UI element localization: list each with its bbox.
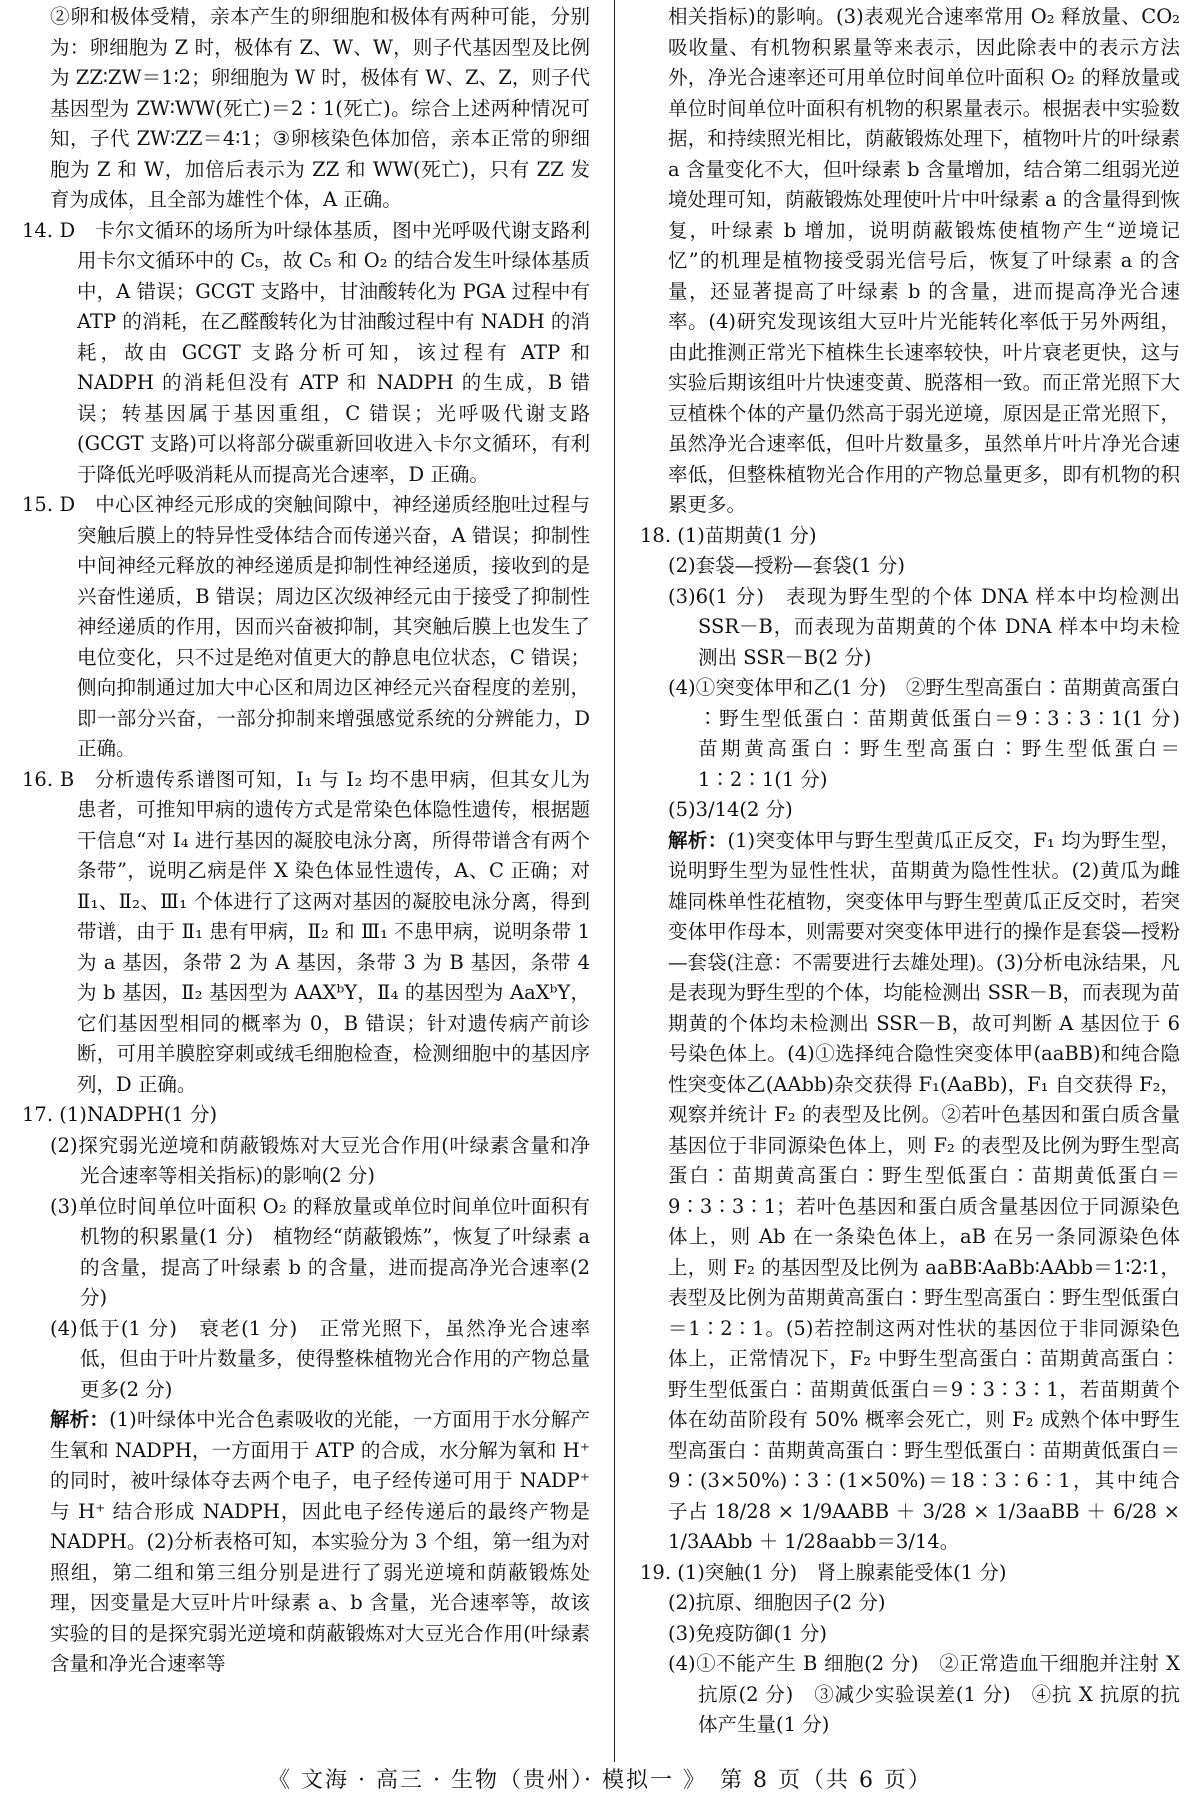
answer-17-1: 17. (1)NADPH(1 分) <box>22 1103 218 1126</box>
answer-18-5: (5)3/14(2 分) <box>668 798 793 821</box>
answer-19-1: 19. (1)突触(1 分) 肾上腺素能受体(1 分) <box>640 1560 1007 1584</box>
analysis-17 <box>22 1405 590 1680</box>
right-column <box>640 2 1200 1741</box>
answer-16: 16. B 分析遗传系谱图可知，Ⅰ₁ 与 Ⅰ₂ 均不患甲病，但其女儿为患者，可推知甲病的遗传方式是常染色体隐性遗传，根据题干信息“对 Ⅰ₄ 进行基因的凝胶电泳分离，所得带谱含有两个条带”，说明乙病是伴 X 染色体显性遗传，A、C 正确；对 Ⅱ₁、Ⅱ₂、Ⅲ₁ 个体进行了这两对基因的凝胶电泳分离，得到带谱，由于 Ⅱ₁ 患有甲病，Ⅱ₂ 和 Ⅲ₁ 不患甲病，说明条带 1 为 a 基因，条带 2 为 A 基因，条带 3 为 B 基因，条带 4 为 b 基因，Ⅱ₂ 基因型为 AAXᵇY，Ⅱ₄ 的基因型为 AaXᵇY，它们基因型相同的概率为 0，B 错误；针对遗传病产前诊断，可用羊膜腔穿刺或绒毛细胞检查，检测细胞中的基因序列，D 正确。 <box>22 767 590 1096</box>
left-column <box>22 2 590 1680</box>
answer-19-3: (3)免疫防御(1 分) <box>668 1621 827 1645</box>
analysis-text: (1)突变体甲与野生型黄瓜正反交，F₁ 均为野生型，说明野生型为显性性状，苗期黄为隐性性状。(2)黄瓜为雌雄同株单性花植物，突变体甲与野生型黄瓜正反交时，若突变体甲作母本，则需要对突变体甲进行的操作是套袋—授粉—套袋(注意：不需要进行去雄处理)。(3)分析电泳结果，凡是表现为野生型的个体，均能检测出 SSR－B，而表现为苗期黄的个体均未检测出 SSR－B，故可判断 A 基因位于 6 号染色体上。(4)①选择纯合隐性突变体甲(aaBB)和纯合隐性突变体乙(AAbb)杂交获得 F₁(AaBb)，F₁ 自交获得 F₂，观察并统计 F₂ 的表型及比例。②若叶色基因和蛋白质含量基因位于非同源染色体上，则 F₂ 的表型及比例为野生型高蛋白∶苗期黄高蛋白∶野生型低蛋白∶苗期黄低蛋白＝9∶3∶3∶1；若叶色基因和蛋白质含量基因位于同源染色体上，则 Ab 在一条染色体上，aB 在另一条同源染色体上，则 F₂ 的基因型及比例为 aaBB∶AaBb∶AAbb＝1∶2∶1，表型及比例为苗期黄高蛋白∶野生型高蛋白∶野生型低蛋白＝1∶2∶1。(5)若控制这两对性状的基因位于非同源染色体上，正常情况下，F₂ 中野生型高蛋白∶苗期黄高蛋白∶野生型低蛋白∶苗期黄低蛋白＝9∶3∶3∶1，若苗期黄个体在幼苗阶段有 50% 概率会死亡，则 F₂ 成熟个体中野生型高蛋白∶苗期黄高蛋白∶野生型低蛋白∶苗期黄低蛋白＝9∶(3×50%)∶3∶(1×50%)＝18∶3∶6∶1，其中纯合子占 18/28 × 1/9AABB ＋ 3/28 × 1/3aaBB ＋ 6/28 × 1/3AAbb ＋ 1/28aabb＝3/14。 <box>668 828 1180 1553</box>
page-footer: 《 文海 · 高三 · 生物（贵州）· 模拟一 》 第 8 页（共 6 页） <box>268 1768 932 1793</box>
answer-17-2: (2)探究弱光逆境和荫蔽锻炼对大豆光合作用(叶绿素含量和净光合速率等相关指标)的影响(2 分) <box>50 1133 590 1187</box>
analysis-label: 解析： <box>668 828 728 852</box>
answer-18-4: (4)①突变体甲和乙(1 分) ②野生型高蛋白∶苗期黄高蛋白∶野生型低蛋白∶苗期黄低蛋白＝9∶3∶3∶1(1 分) 苗期黄高蛋白∶野生型高蛋白∶野生型低蛋白＝1∶2∶1(1 分) <box>668 676 1200 791</box>
answer-17-4: (4)低于(1 分) 衰老(1 分) 正常光照下，虽然净光合速率低，但由于叶片数量多，使得整株植物光合作用的产物总量更多(2 分) <box>50 1316 590 1401</box>
analysis-text: (1)叶绿体中光合色素吸收的光能，一方面用于水分解产生氧和 NADPH，一方面用于 ATP 的合成，水分解为氧和 H⁺ 的同时，被叶绿体夺去两个电子，电子经传递可用于 NADP⁺ 与 H⁺ 结合形成 NADPH，因此电子经传递后的最终产物是 NADPH。(2)分析表格可知，本实验分为 3 个组，第一组为对照组，第二组和第三组分别是进行了弱光逆境和荫蔽锻炼处理，因变量是大豆叶片叶绿素 a、b 含量，光合速率等，故该实验的目的是探究弱光逆境和荫蔽锻炼对大豆光合作用(叶绿素含量和净光合速率等 <box>50 1408 590 1675</box>
answer-18-3: (3)6(1 分) 表现为野生型的个体 DNA 样本中均检测出 SSR－B，而表现为苗期黄的个体 DNA 样本中均未检测出 SSR－B(2 分) <box>668 584 1180 669</box>
answer-18-1: 18. (1)苗期黄(1 分) <box>640 523 817 547</box>
paragraph: ②卵和极体受精，亲本产生的卵细胞和极体有两种可能，分别为：卵细胞为 Z 时，极体有 Z、W、W，则子代基因型及比例为 ZZ∶ZW＝1∶2；卵细胞为 W 时，极体有 W、Z、Z，则子代基因型为 ZW∶WW(死亡)＝2∶1(死亡)。综合上述两种情况可知，子代 ZW∶ZZ＝4∶1；③卵核染色体加倍，亲本正常的卵细胞为 Z 和 W，加倍后表示为 ZZ 和 WW(死亡)，只有 ZZ 发育为成体，且全部为雄性个体，A 正确。 <box>50 5 590 211</box>
analysis-18 <box>640 826 1180 1558</box>
answer-17-3: (3)单位时间单位叶面积 O₂ 的释放量或单位时间单位叶面积有机物的积累量(1 分) 植物经“荫蔽锻炼”，恢复了叶绿素 a 的含量，提高了叶绿素 b 的含量，进而提高净光合速率(2 分) <box>50 1194 590 1309</box>
answer-19-2: (2)抗原、细胞因子(2 分) <box>668 1591 886 1614</box>
answer-15: 15. D 中心区神经元形成的突触间隙中，神经递质经胞吐过程与突触后膜上的特异性受体结合而传递兴奋，A 错误；抑制性中间神经元释放的神经递质是抑制性神经递质，接收到的是兴奋性递质，B 错误；周边区次级神经元由于接受了抑制性神经递质的作用，因而兴奋被抑制，其突触后膜上也发生了电位变化，只不过是绝对值更大的静息电位状态，C 错误；侧向抑制通过加大中心区和周边区神经元兴奋程度的差别，即一部分兴奋，一部分抑制来增强感觉系统的分辨能力，D 正确。 <box>22 493 590 760</box>
column-divider <box>614 0 615 1762</box>
answer-19-4: (4)①不能产生 B 细胞(2 分) ②正常造血干细胞并注射 X 抗原(2 分) ③减少实验误差(1 分) ④抗 X 抗原的抗体产生量(1 分) <box>668 1652 1180 1736</box>
analysis-17-cont: 相关指标)的影响。(3)表观光合速率常用 O₂ 释放量、CO₂ 吸收量、有机物积累量等来表示，因此除表中的表示方法外，净光合速率还可用单位时间单位叶面积 O₂ 的释放量或单位时间单位叶面积有机物的积累量表示。根据表中实验数据，和持续照光相比，荫蔽锻炼处理下，植物叶片的叶绿素 a 含量变化不大，但叶绿素 b 含量增加，结合第二组弱光逆境处理可知，荫蔽锻炼处理使叶片中叶绿素 a 的含量得到恢复，叶绿素 b 增加，说明荫蔽锻炼使植物产生“逆境记忆”的机理是植物接受弱光信号后，恢复了叶绿素 a 的含量，还显著提高了叶绿素 b 的含量，进而提高净光合速率。(4)研究发现该组大豆叶片光能转化率低于另外两组，由此推测正常光下植株生长速率较快，叶片衰老更快，这与实验后期该组叶片快速变黄、脱落相一致。而正常光照下大豆植株个体的产量仍然高于弱光逆境，原因是正常光照下，虽然净光合速率低，但叶片数量多，虽然单片叶片净光合速率低，但整株植物光合作用的产物总量更多，即有机物的积累更多。 <box>668 5 1180 516</box>
answer-18-2: (2)套袋—授粉—套袋(1 分) <box>668 554 905 577</box>
answer-14: 14. D 卡尔文循环的场所为叶绿体基质，图中光呼吸代谢支路利用卡尔文循环中的 C₅，故 C₅ 和 O₂ 的结合发生叶绿体基质中，A 错误；GCGT 支路中，甘油酸转化为 PGA 过程中有 ATP 的消耗，在乙醛酸转化为甘油酸过程中有 NADH 的消耗，故由 GCGT 支路分析可知，该过程有 ATP 和 NADPH 的消耗但没有 ATP 和 NADPH 的生成，B 错误；转基因属于基因重组，C 错误；光呼吸代谢支路(GCGT 支路)可以将部分碳重新回收进入卡尔文循环，有利于降低光呼吸消耗从而提高光合速率，D 正确。 <box>22 218 590 486</box>
analysis-label: 解析： <box>50 1408 110 1431</box>
